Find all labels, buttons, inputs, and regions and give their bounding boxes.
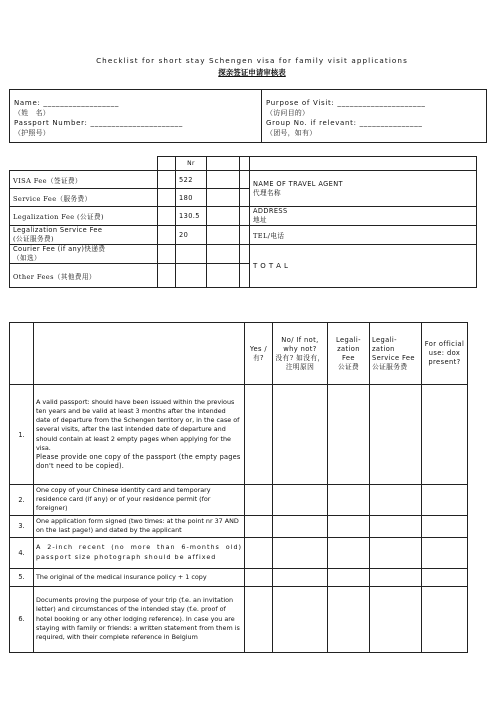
legalization-fee-cell[interactable] <box>328 485 370 516</box>
courier-fee-cn: （如选） <box>13 254 41 262</box>
legalization-fee-column-header: Legali-zation Fee 公证费 <box>328 323 370 385</box>
checklist-row <box>10 385 468 485</box>
tel-label: TEL/电话 <box>253 232 285 240</box>
checklist-row <box>10 568 468 586</box>
applicant-left-column <box>14 98 183 138</box>
purpose-of-visit-cn: （访问目的） <box>266 109 310 117</box>
reason-cell[interactable] <box>273 568 328 586</box>
item-description: One application form signed (two times: at the point nr 37 AND on the last page!) and dated by the applicant <box>34 515 245 537</box>
yes-cell[interactable] <box>245 515 273 537</box>
legalization-service-fee-amount: 20 <box>176 226 207 245</box>
legalization-service-fee-label: Legalization Service Fee <box>13 226 103 234</box>
courier-fee-amount <box>176 245 207 264</box>
nr-header: Nr <box>176 157 207 171</box>
item-description: Documents proving the purpose of your trip (f.e. an invitation letter) and circumstances of the intended stay (f.e. proof of hotel booking or any other lodging reference). In case you are staying with family or friends: a written statement from them is required, with their complete reference in Belgium <box>34 586 245 652</box>
legalization-service-cell[interactable] <box>370 537 422 568</box>
checklist-row <box>10 485 468 516</box>
courier-fee-cell <box>10 245 158 264</box>
yes-cell[interactable] <box>245 385 273 485</box>
checklist-row <box>10 537 468 568</box>
courier-fee-label: Courier Fee (if any)快递费 <box>13 245 106 253</box>
tel-cell[interactable] <box>250 226 477 245</box>
other-fees-label: Other Fees（其他费用） <box>10 264 158 288</box>
legalization-service-cell[interactable] <box>370 485 422 516</box>
checklist-header-row <box>10 323 468 385</box>
yes-cell[interactable] <box>245 586 273 652</box>
total-cell <box>250 245 477 288</box>
legalization-fee-cell[interactable] <box>328 515 370 537</box>
yes-cell[interactable] <box>245 537 273 568</box>
group-number-field[interactable]: Group No. if relevant: _______________ <box>266 119 423 127</box>
visa-fee-label: VISA Fee（签证费） <box>10 171 158 189</box>
yes-column-header: Yes /有? <box>245 323 273 385</box>
document-title: Checklist for short stay Schengen visa for family visit applications <box>96 56 408 65</box>
official-use-column-header: For official use: dox present? <box>422 323 468 385</box>
address-cell[interactable] <box>250 207 477 226</box>
item-number: 2. <box>10 485 34 516</box>
legalization-service-cell[interactable] <box>370 515 422 537</box>
passport-number-cn: （护照号） <box>14 129 50 137</box>
official-use-cell[interactable] <box>422 385 468 485</box>
checklist-row <box>10 586 468 652</box>
yes-cell[interactable] <box>245 568 273 586</box>
official-use-cell[interactable] <box>422 586 468 652</box>
legalization-fee-cell[interactable] <box>328 537 370 568</box>
official-use-cell[interactable] <box>422 537 468 568</box>
travel-agent-label: NAME OF TRAVEL AGENT <box>253 179 343 188</box>
address-label: ADDRESS <box>253 207 288 215</box>
applicant-info-box <box>9 89 487 143</box>
info-divider <box>261 90 262 142</box>
name-field-cn: （姓 名） <box>14 109 50 117</box>
checklist-row <box>10 515 468 537</box>
official-use-cell[interactable] <box>422 568 468 586</box>
item-description: A valid passport: should have been issued within the previous ten years and be valid at least 3 months after the intended date of departure from the Schengen territory or, in the case of several visits, after the last intended date of departure and should contain at least 2 empty pages when applying for the visa. Please provide one copy of the passport (the empty pages don't need to be copied). <box>34 385 245 485</box>
item-number: 5. <box>10 568 34 586</box>
service-fee-amount: 180 <box>176 189 207 207</box>
legalization-fee-amount: 130.5 <box>176 207 207 226</box>
legalization-fee-cell[interactable] <box>328 586 370 652</box>
fees-table <box>9 156 477 288</box>
service-fee-label: Service Fee（服务费） <box>10 189 158 207</box>
reason-cell[interactable] <box>273 537 328 568</box>
reason-cell[interactable] <box>273 385 328 485</box>
travel-agent-cell[interactable] <box>250 171 477 207</box>
legalization-fee-cell[interactable] <box>328 568 370 586</box>
item-number: 1. <box>10 385 34 485</box>
other-fees-amount <box>176 264 207 288</box>
passport-number-field[interactable]: Passport Number: ______________________ <box>14 119 183 127</box>
legalization-fee-label: Legalization Fee (公证费) <box>10 207 158 226</box>
item-number: 3. <box>10 515 34 537</box>
legalization-service-column-header: Legali-zation Service Fee 公证服务费 <box>370 323 422 385</box>
reason-cell[interactable] <box>273 515 328 537</box>
document-checklist-table <box>9 322 468 653</box>
address-cn: 地址 <box>253 216 267 224</box>
applicant-right-column <box>266 98 426 138</box>
item-number: 4. <box>10 537 34 568</box>
travel-agent-cn: 代理名称 <box>253 188 281 197</box>
official-use-cell[interactable] <box>422 485 468 516</box>
visa-fee-amount: 522 <box>176 171 207 189</box>
legalization-service-cell[interactable] <box>370 568 422 586</box>
item-description: A 2-inch recent (no more than 6-months old) passport size photograph should be affixed <box>34 537 245 568</box>
official-use-cell[interactable] <box>422 515 468 537</box>
legalization-service-fee-cell <box>10 226 158 245</box>
reason-cell[interactable] <box>273 485 328 516</box>
legalization-service-fee-cn: (公证服务费) <box>13 235 54 243</box>
no-column-header: No/ If not, why not? 没有? 如没有，注明原因 <box>273 323 328 385</box>
purpose-of-visit-field[interactable]: Purpose of Visit: _____________________ <box>266 99 426 107</box>
document-subtitle-cn: 探亲签证申请审核表 <box>218 68 286 77</box>
item-number: 6. <box>10 586 34 652</box>
legalization-fee-cell[interactable] <box>328 385 370 485</box>
legalization-service-cell[interactable] <box>370 385 422 485</box>
reason-cell[interactable] <box>273 586 328 652</box>
group-number-cn: （团号，如有） <box>266 129 317 137</box>
name-field[interactable]: Name: __________________ <box>14 99 120 107</box>
item-description: One copy of your Chinese identity card and temporary residence card (if any) or of your residence permit (for foreigner) <box>34 485 245 516</box>
item-description: The original of the medical insurance policy + 1 copy <box>34 568 245 586</box>
legalization-service-cell[interactable] <box>370 586 422 652</box>
yes-cell[interactable] <box>245 485 273 516</box>
total-label: T O T A L <box>253 262 289 270</box>
